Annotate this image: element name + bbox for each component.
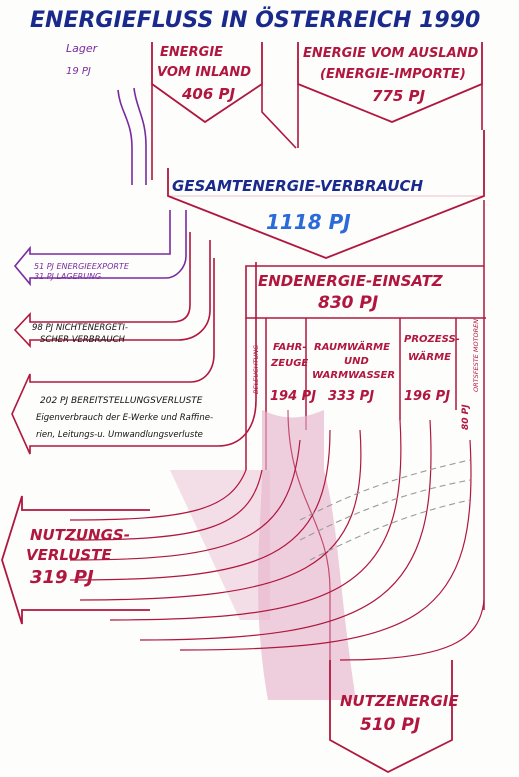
storage-value: 19 PJ [66,66,91,77]
losses-value: 319 PJ [30,567,94,588]
imports-line1: ENERGIE VOM AUSLAND [303,46,479,61]
domestic-line1: ENERGIE [160,45,224,60]
storage-label: Lager [66,42,98,55]
sector-lighting-label: BELEUCHTUNG [252,344,260,394]
total-value: 1118 PJ [266,210,351,234]
sector-process-line2: WÄRME [408,352,451,363]
page-title: ENERGIEFLUSS IN ÖSTERREICH 1990 [30,8,481,33]
sector-vehicles-line1: FAHR- [273,342,307,353]
storage-flow [118,88,146,185]
sector-process-value: 196 PJ [404,389,451,404]
final-value: 830 PJ [318,293,379,313]
useful-energy-band [258,410,356,700]
exports-line1: 51 PJ ENERGIEEXPORTE [34,262,129,271]
sector-vehicles-line2: ZEUGE [271,358,309,369]
losses-line1: NUTZUNGS- [30,526,130,544]
supply-losses-line3: rien, Leitungs-u. Umwandlungsverluste [36,430,203,440]
final-label: ENDENERGIE-EINSATZ [258,272,443,290]
sector-motors-value: 80 PJ [461,404,471,430]
supply-losses-arrow [12,258,256,454]
useful-label: NUTZENERGIE [340,692,459,710]
total-label: GESAMTENERGIE-VERBRAUCH [172,177,424,195]
sector-spaceheat-line2: UND [344,356,369,367]
losses-line2: VERLUSTE [26,546,112,564]
nonenergy-line2: SCHER VERBRAUCH [40,335,125,345]
sector-process-line1: PROZESS- [404,334,460,345]
nonenergy-line1: 98 PJ NICHTENERGETI- [32,323,128,333]
domestic-value: 406 PJ [182,85,236,103]
exports-line2: 31 PJ LAGERUNG [34,272,102,281]
sector-spaceheat-value: 333 PJ [328,389,375,404]
sector-spaceheat-line3: WARMWASSER [312,370,396,381]
imports-line2: (ENERGIE-IMPORTE) [320,67,466,82]
sector-vehicles-value: 194 PJ [270,389,317,404]
supply-losses-line1: 202 PJ BEREITSTELLUNGSVERLUSTE [40,396,203,406]
supply-losses-line2: Eigenverbrauch der E-Werke und Raffine- [36,413,214,423]
useful-value: 510 PJ [360,715,421,735]
domestic-line2: VOM INLAND [157,65,252,80]
sector-spaceheat-line1: RAUMWÄRME [314,342,390,353]
imports-value: 775 PJ [372,87,426,105]
sector-motors-label: ORTSFESTE MOTOREN [472,318,480,392]
